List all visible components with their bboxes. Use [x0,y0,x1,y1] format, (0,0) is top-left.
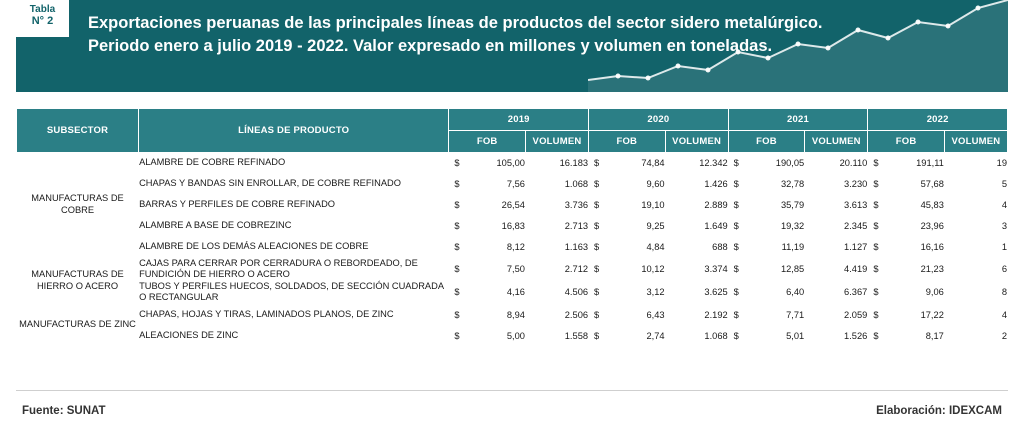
volumen-cell: 2.506 [525,304,588,325]
volumen-cell: 2 [944,325,1007,346]
producto-cell: ALEACIONES DE ZINC [139,325,449,346]
producto-cell: CAJAS PARA CERRAR POR CERRADURA O REBORDEADO, DE FUNDICIÓN DE HIERRO O ACERO [139,258,449,281]
volumen-cell: 1.068 [665,325,728,346]
fob-cell [589,216,666,237]
currency-symbol: $ [733,287,739,298]
volumen-cell: 12.342 [665,153,728,174]
table-row [17,237,1008,258]
table-row [17,281,1008,304]
currency-symbol: $ [454,179,460,189]
currency-symbol: $ [733,221,739,231]
volumen-cell: 2.059 [805,304,868,325]
volumen-cell: 3 [944,216,1007,237]
fob-value: 3,12 [646,287,665,298]
fob-value: 9,60 [646,179,665,189]
fob-value: 8,12 [506,242,525,252]
fob-value: 19,32 [780,221,805,231]
volumen-cell: 1 [944,237,1007,258]
fob-cell [728,237,805,258]
fob-value: 4,84 [646,242,665,252]
producto-cell: ALAMBRE DE LOS DEMÁS ALEACIONES DE COBRE [139,237,449,258]
currency-symbol: $ [594,242,600,252]
fob-value: 8,17 [925,330,944,341]
fob-value: 6,43 [646,309,665,320]
fob-cell [449,153,526,174]
header-fob-2021: FOB [728,131,805,153]
fob-cell [589,281,666,304]
fob-value: 26,54 [501,200,525,210]
currency-symbol: $ [594,264,600,275]
fob-cell [589,237,666,258]
fob-cell [868,153,945,174]
header-year-2021: 2021 [728,109,868,131]
fob-value: 45,83 [920,200,944,210]
currency-symbol: $ [594,158,600,168]
badge-label: Tabla [29,4,56,15]
volumen-cell: 6.367 [805,281,868,304]
fob-cell [868,216,945,237]
fob-cell [449,195,526,216]
currency-symbol: $ [733,330,739,341]
fob-value: 32,78 [780,179,805,189]
fob-cell [868,174,945,195]
fob-value: 5,00 [506,330,525,341]
header-volumen-2020: VOLUMEN [665,131,728,153]
fob-cell [449,258,526,281]
currency-symbol: $ [594,287,600,298]
fob-cell [728,174,805,195]
page-title: Exportaciones peruanas de las principales líneas de productos del sector sidero metalúrgico. Periodo enero a julio 2019 - 2022. Valor expresado en millones y volumen en toneladas. [88,14,823,56]
table-body [17,153,1008,347]
volumen-cell: 20.110 [805,153,868,174]
fob-cell [449,237,526,258]
fob-value: 6,40 [786,287,805,298]
producto-cell: CHAPAS, HOJAS Y TIRAS, LAMINADOS PLANOS, DE ZINC [139,304,449,325]
volumen-cell: 1.526 [805,325,868,346]
currency-symbol: $ [594,179,600,189]
fob-value: 7,71 [786,309,805,320]
table-row [17,325,1008,346]
fob-cell [868,304,945,325]
currency-symbol: $ [594,309,600,320]
fob-cell [868,195,945,216]
table-head [17,109,1008,153]
header-volumen-2019: VOLUMEN [525,131,588,153]
fob-value: 17,22 [920,309,944,320]
currency-symbol: $ [594,221,600,231]
table-header-banner [16,0,1008,92]
table-row [17,153,1008,174]
fob-value: 35,79 [780,200,805,210]
fob-cell [449,281,526,304]
fob-cell [868,258,945,281]
volumen-cell: 2.889 [665,195,728,216]
fob-value: 190,05 [775,158,805,168]
producto-cell: ALAMBRE DE COBRE REFINADO [139,153,449,174]
volumen-cell: 3.613 [805,195,868,216]
header-volumen-2022: VOLUMEN [944,131,1007,153]
volumen-cell: 1.068 [525,174,588,195]
fob-cell [728,304,805,325]
fob-value: 16,16 [920,242,944,252]
fob-cell [589,174,666,195]
volumen-cell: 4 [944,304,1007,325]
header-subsector: SUBSECTOR [17,109,139,153]
currency-symbol: $ [454,309,460,320]
table-footer [16,390,1008,436]
volumen-cell: 16.183 [525,153,588,174]
fob-cell [589,153,666,174]
fob-cell [589,325,666,346]
producto-cell: BARRAS Y PERFILES DE COBRE REFINADO [139,195,449,216]
table-header-row-years [17,109,1008,131]
subsector-cell: MANUFACTURAS DE COBRE [17,153,139,258]
fob-value: 23,96 [920,221,944,231]
currency-symbol: $ [733,264,739,275]
exports-table [16,108,1008,347]
volumen-cell: 1.127 [805,237,868,258]
fob-cell [728,258,805,281]
header-year-2022: 2022 [868,109,1008,131]
fob-value: 8,94 [506,309,525,320]
currency-symbol: $ [454,264,460,275]
volumen-cell: 2.192 [665,304,728,325]
fob-value: 19,10 [641,200,665,210]
producto-cell: ALAMBRE A BASE DE COBREZINC [139,216,449,237]
fob-cell [868,281,945,304]
header-lineas-producto: LÍNEAS DE PRODUCTO [139,109,449,153]
fob-cell [728,281,805,304]
fob-value: 7,56 [506,179,525,189]
table-row [17,258,1008,281]
currency-symbol: $ [454,242,460,252]
fob-value: 2,74 [646,330,665,341]
currency-symbol: $ [454,330,460,341]
fob-value: 5,01 [786,330,805,341]
fob-value: 57,68 [920,179,944,189]
producto-cell: CHAPAS Y BANDAS SIN ENROLLAR, DE COBRE REFINADO [139,174,449,195]
volumen-cell: 1.558 [525,325,588,346]
currency-symbol: $ [454,158,460,168]
fob-value: 21,23 [920,264,944,275]
data-table-container [16,108,1008,347]
currency-symbol: $ [733,309,739,320]
table-row [17,174,1008,195]
fob-value: 12,85 [780,264,805,275]
volumen-cell: 688 [665,237,728,258]
fob-cell [449,216,526,237]
header-fob-2022: FOB [868,131,945,153]
volumen-cell: 1.649 [665,216,728,237]
source-label: Fuente: SUNAT [22,405,106,417]
currency-symbol: $ [733,242,739,252]
currency-symbol: $ [873,158,879,168]
volumen-cell: 4 [944,195,1007,216]
currency-symbol: $ [594,330,600,341]
currency-symbol: $ [873,264,879,275]
fob-value: 10,12 [641,264,665,275]
volumen-cell: 3.230 [805,174,868,195]
currency-symbol: $ [733,158,739,168]
fob-cell [449,325,526,346]
currency-symbol: $ [594,200,600,210]
fob-value: 191,11 [916,158,944,168]
volumen-cell: 4.419 [805,258,868,281]
currency-symbol: $ [733,179,739,189]
volumen-cell: 3.374 [665,258,728,281]
header-year-2019: 2019 [449,109,589,131]
fob-cell [728,325,805,346]
fob-value: 7,50 [506,264,525,275]
fob-cell [728,195,805,216]
fob-value: 9,25 [646,221,665,231]
fob-cell [868,325,945,346]
currency-symbol: $ [454,200,460,210]
fob-value: 11,19 [781,242,805,252]
currency-symbol: $ [733,200,739,210]
currency-symbol: $ [873,200,879,210]
fob-value: 4,16 [506,287,525,298]
subsector-cell: MANUFACTURAS DE ZINC [17,304,139,346]
table-number-badge [16,0,72,40]
currency-symbol: $ [873,242,879,252]
table-row [17,195,1008,216]
subsector-cell: MANUFACTURAS DE HIERRO O ACERO [17,258,139,305]
fob-cell [449,174,526,195]
producto-cell: TUBOS Y PERFILES HUECOS, SOLDADOS, DE SECCIÓN CUADRADA O RECTANGULAR [139,281,449,304]
volumen-cell: 1.163 [525,237,588,258]
currency-symbol: $ [454,287,460,298]
fob-cell [449,304,526,325]
badge-number: N° 2 [31,14,54,27]
volumen-cell: 6 [944,258,1007,281]
volumen-cell: 1.426 [665,174,728,195]
currency-symbol: $ [873,221,879,231]
currency-symbol: $ [873,330,879,341]
table-row [17,216,1008,237]
fob-value: 16,83 [501,221,525,231]
currency-symbol: $ [873,309,879,320]
currency-symbol: $ [873,287,879,298]
fob-cell [728,153,805,174]
header-year-2020: 2020 [589,109,729,131]
currency-symbol: $ [873,179,879,189]
volumen-cell: 4.506 [525,281,588,304]
volumen-cell: 2.713 [525,216,588,237]
volumen-cell: 8 [944,281,1007,304]
header-fob-2019: FOB [449,131,526,153]
fob-value: 9,06 [925,287,944,298]
header-volumen-2021: VOLUMEN [805,131,868,153]
volumen-cell: 5 [944,174,1007,195]
currency-symbol: $ [454,221,460,231]
fob-cell [868,237,945,258]
fob-cell [728,216,805,237]
fob-value: 105,00 [496,158,525,168]
volumen-cell: 3.625 [665,281,728,304]
header-fob-2020: FOB [589,131,666,153]
volumen-cell: 19 [944,153,1007,174]
fob-cell [589,195,666,216]
volumen-cell: 2.712 [525,258,588,281]
elaboration-label: Elaboración: IDEXCAM [876,405,1002,417]
fob-cell [589,304,666,325]
fob-value: 74,84 [641,158,665,168]
volumen-cell: 2.345 [805,216,868,237]
fob-cell [589,258,666,281]
table-row [17,304,1008,325]
volumen-cell: 3.736 [525,195,588,216]
